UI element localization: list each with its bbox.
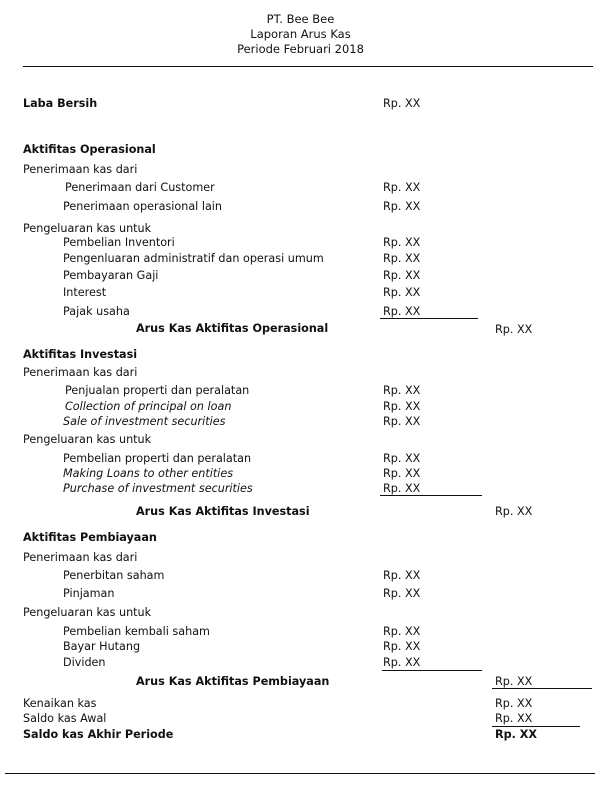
kenaikan-kas-amount: Rp. XX xyxy=(495,697,533,710)
investasi-pengeluaran-amount: Rp. XX xyxy=(383,482,421,495)
pembiayaan-pengeluaran-amount: Rp. XX xyxy=(383,640,421,653)
pembiayaan-pengeluaran-item: Bayar Hutang xyxy=(63,640,141,653)
saldo-awal-amount: Rp. XX xyxy=(495,712,533,725)
investasi-pengeluaran-item: Pembelian properti dan peralatan xyxy=(63,452,252,465)
pembiayaan-pengeluaran-amount: Rp. XX xyxy=(383,625,421,638)
investasi-penerimaan-item: Collection of principal on loan xyxy=(65,400,232,413)
operasional-pengeluaran-label: Pengeluaran kas untuk xyxy=(23,222,152,235)
investasi-pengeluaran-item: Purchase of investment securities xyxy=(63,482,253,495)
operasional-pengeluaran-amount: Rp. XX xyxy=(383,286,421,299)
pembiayaan-pengeluaran-item: Pembelian kembali saham xyxy=(63,625,210,638)
investasi-penerimaan-item: Penjualan properti dan peralatan xyxy=(65,384,250,397)
operasional-penerimaan-amount: Rp. XX xyxy=(383,181,421,194)
investasi-penerimaan-amount: Rp. XX xyxy=(383,400,421,413)
pembiayaan-subtotal-rule xyxy=(382,670,482,671)
operasional-pengeluaran-amount: Rp. XX xyxy=(383,236,421,249)
investasi-total-amount: Rp. XX xyxy=(495,505,533,518)
laba-bersih-amount: Rp. XX xyxy=(383,97,421,110)
investasi-section-title: Aktifitas Investasi xyxy=(23,348,138,361)
pembiayaan-penerimaan-amount: Rp. XX xyxy=(383,587,421,600)
operasional-total-label: Arus Kas Aktifitas Operasional xyxy=(136,322,329,335)
operasional-pengeluaran-item: Pembayaran Gaji xyxy=(63,269,159,282)
pembiayaan-pengeluaran-label: Pengeluaran kas untuk xyxy=(23,606,152,619)
operasional-penerimaan-amount: Rp. XX xyxy=(383,200,421,213)
pembiayaan-penerimaan-item: Pinjaman xyxy=(63,587,115,600)
operasional-pengeluaran-amount: Rp. XX xyxy=(383,252,421,265)
pembiayaan-penerimaan-label: Penerimaan kas dari xyxy=(23,551,138,564)
pembiayaan-total-rule xyxy=(492,688,592,689)
operasional-subtotal-rule xyxy=(380,318,478,319)
company-name: PT. Bee Bee xyxy=(266,12,335,26)
pembiayaan-section-title: Aktifitas Pembiayaan xyxy=(23,531,157,544)
pembiayaan-pengeluaran-amount: Rp. XX xyxy=(383,656,421,669)
operasional-pengeluaran-item: Pembelian Inventori xyxy=(63,236,175,249)
operasional-penerimaan-item: Penerimaan operasional lain xyxy=(63,200,223,213)
header-divider xyxy=(23,66,593,67)
investasi-pengeluaran-label: Pengeluaran kas untuk xyxy=(23,433,152,446)
operasional-pengeluaran-amount: Rp. XX xyxy=(383,305,421,318)
pembiayaan-pengeluaran-item: Dividen xyxy=(63,656,106,669)
investasi-penerimaan-item: Sale of investment securities xyxy=(63,415,226,428)
pembiayaan-total-label: Arus Kas Aktifitas Pembiayaan xyxy=(136,675,330,688)
operasional-total-amount: Rp. XX xyxy=(495,323,533,336)
saldo-akhir-amount: Rp. XX xyxy=(495,728,538,741)
saldo-awal-rule xyxy=(492,726,580,727)
operasional-section-title: Aktifitas Operasional xyxy=(23,143,156,156)
operasional-pengeluaran-item: Pengenluaran administratif dan operasi umum xyxy=(63,252,324,265)
pembiayaan-penerimaan-amount: Rp. XX xyxy=(383,569,421,582)
investasi-pengeluaran-amount: Rp. XX xyxy=(383,452,421,465)
kenaikan-kas-label: Kenaikan kas xyxy=(23,697,97,710)
laba-bersih-label: Laba Bersih xyxy=(23,97,98,110)
investasi-subtotal-rule xyxy=(380,495,482,496)
investasi-pengeluaran-amount: Rp. XX xyxy=(383,467,421,480)
saldo-akhir-label: Saldo kas Akhir Periode xyxy=(23,728,174,741)
investasi-penerimaan-label: Penerimaan kas dari xyxy=(23,366,138,379)
saldo-awal-label: Saldo kas Awal xyxy=(23,712,107,725)
report-period: Periode Februari 2018 xyxy=(237,42,364,56)
investasi-penerimaan-amount: Rp. XX xyxy=(383,415,421,428)
footer-divider xyxy=(5,773,595,774)
operasional-pengeluaran-item: Interest xyxy=(63,286,107,299)
investasi-penerimaan-amount: Rp. XX xyxy=(383,384,421,397)
operasional-penerimaan-label: Penerimaan kas dari xyxy=(23,163,138,176)
investasi-pengeluaran-item: Making Loans to other entities xyxy=(63,467,234,480)
operasional-penerimaan-item: Penerimaan dari Customer xyxy=(65,181,215,194)
operasional-pengeluaran-amount: Rp. XX xyxy=(383,269,421,282)
pembiayaan-penerimaan-item: Penerbitan saham xyxy=(63,569,165,582)
operasional-pengeluaran-item: Pajak usaha xyxy=(63,305,130,318)
report-title: Laporan Arus Kas xyxy=(250,27,351,41)
investasi-total-label: Arus Kas Aktifitas Investasi xyxy=(136,505,310,518)
pembiayaan-total-amount: Rp. XX xyxy=(495,675,533,688)
